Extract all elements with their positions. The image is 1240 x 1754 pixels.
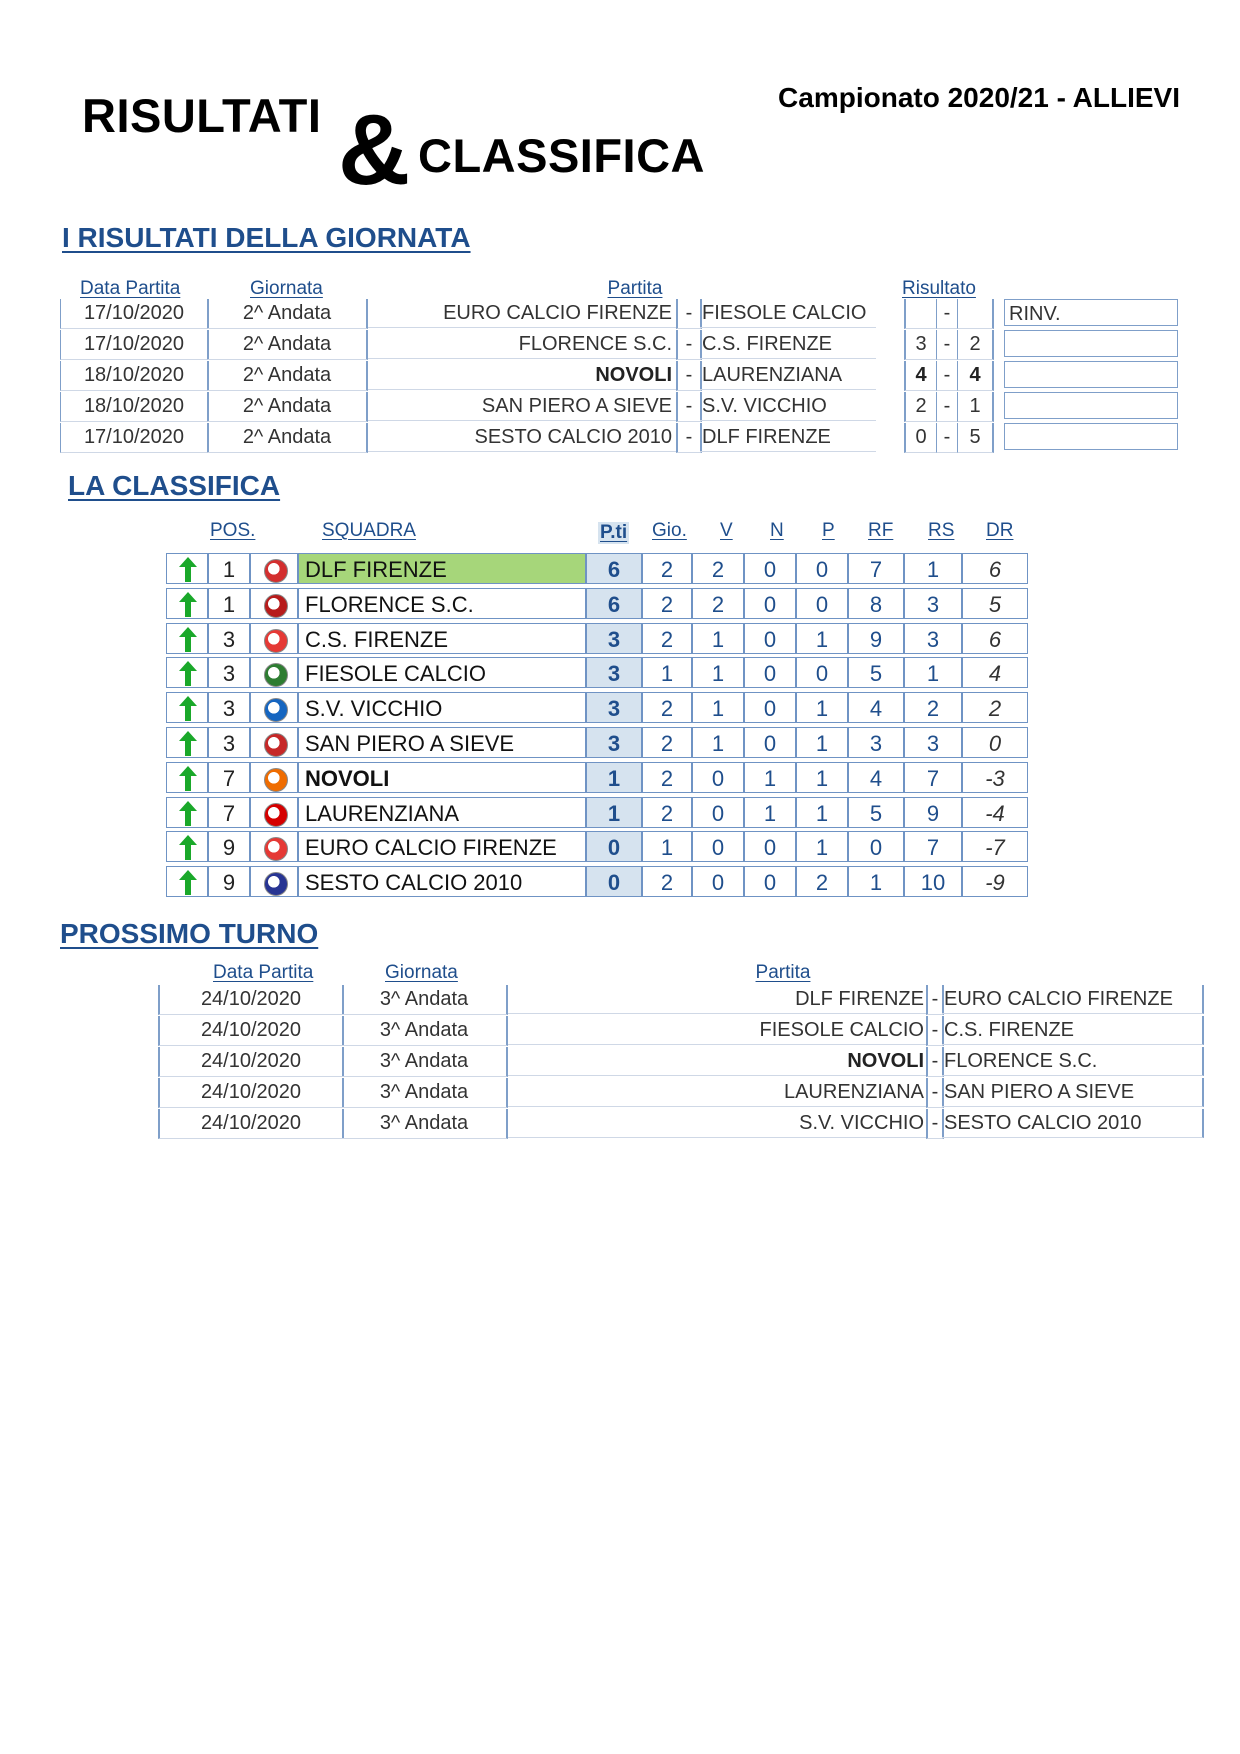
standings-team: EURO CALCIO FIRENZE bbox=[298, 831, 586, 862]
result-score-separator: - bbox=[936, 392, 958, 422]
standings-played: 2 bbox=[642, 623, 692, 654]
standings-played: 1 bbox=[642, 657, 692, 688]
team-logo-cell bbox=[250, 657, 298, 688]
results-header-score: Risultato bbox=[902, 278, 976, 299]
result-row bbox=[60, 330, 1178, 361]
standings-team: S.V. VICCHIO bbox=[298, 692, 586, 723]
green-up-arrow-icon bbox=[179, 592, 197, 617]
standings-goals-for: 4 bbox=[848, 762, 904, 793]
standings-row bbox=[166, 588, 1028, 621]
next-round-section-title: PROSSIMO TURNO bbox=[60, 918, 319, 949]
standings-goals-against: 3 bbox=[904, 727, 962, 758]
standings-team: SAN PIERO A SIEVE bbox=[298, 727, 586, 758]
standings-drawn: 0 bbox=[744, 831, 796, 862]
result-home-team: SESTO CALCIO 2010 bbox=[368, 423, 676, 452]
result-row bbox=[60, 423, 1178, 454]
next-match-date: 24/10/2020 bbox=[158, 1109, 344, 1139]
standings-goal-diff: -4 bbox=[962, 797, 1028, 828]
result-score-separator: - bbox=[936, 330, 958, 360]
next-match-home-team: FIESOLE CALCIO bbox=[508, 1016, 926, 1045]
green-up-arrow-icon bbox=[179, 557, 197, 582]
standings-points: 6 bbox=[586, 553, 642, 584]
result-note bbox=[1004, 361, 1178, 388]
standings-points: 0 bbox=[586, 831, 642, 862]
result-away-team: FIESOLE CALCIO bbox=[700, 299, 876, 328]
results-header-match: Partita bbox=[607, 278, 663, 299]
trend-cell bbox=[166, 831, 208, 862]
team-logo-icon bbox=[264, 803, 288, 827]
green-up-arrow-icon bbox=[179, 627, 197, 652]
standings-lost: 1 bbox=[796, 831, 848, 862]
standings-row bbox=[166, 657, 1028, 690]
next-match-home-team: NOVOLI bbox=[508, 1047, 926, 1076]
team-logo-icon bbox=[264, 698, 288, 722]
result-round: 2^ Andata bbox=[208, 392, 368, 422]
standings-drawn: 0 bbox=[744, 623, 796, 654]
standings-goals-against: 1 bbox=[904, 657, 962, 688]
standings-played: 2 bbox=[642, 588, 692, 619]
next-match-round: 3^ Andata bbox=[342, 1109, 508, 1139]
team-logo-icon bbox=[264, 559, 288, 583]
trend-cell bbox=[166, 727, 208, 758]
standings-won: 0 bbox=[692, 797, 744, 828]
green-up-arrow-icon bbox=[179, 661, 197, 686]
standings-team: LAURENZIANA bbox=[298, 797, 586, 828]
standings-goals-against: 1 bbox=[904, 553, 962, 584]
next-match-home-team: LAURENZIANA bbox=[508, 1078, 926, 1107]
standings-section-title: LA CLASSIFICA bbox=[68, 470, 281, 501]
standings-pos: 9 bbox=[208, 866, 250, 897]
result-row bbox=[60, 392, 1178, 423]
standings-row bbox=[166, 623, 1028, 656]
green-up-arrow-icon bbox=[179, 731, 197, 756]
trend-cell bbox=[166, 797, 208, 828]
team-logo-cell bbox=[250, 866, 298, 897]
result-note: RINV. bbox=[1004, 299, 1178, 326]
standings-row bbox=[166, 762, 1028, 795]
standings-won: 1 bbox=[692, 692, 744, 723]
standings-pos: 1 bbox=[208, 553, 250, 584]
standings-drawn: 0 bbox=[744, 866, 796, 897]
result-away-team: C.S. FIRENZE bbox=[700, 330, 876, 359]
standings-goals-against: 7 bbox=[904, 762, 962, 793]
result-row bbox=[60, 361, 1178, 392]
result-home-team: NOVOLI bbox=[368, 361, 676, 390]
team-logo-cell bbox=[250, 692, 298, 723]
team-logo-cell bbox=[250, 623, 298, 654]
standings-header-played: Gio. bbox=[652, 520, 687, 541]
next-match-date: 24/10/2020 bbox=[158, 985, 344, 1015]
trend-cell bbox=[166, 866, 208, 897]
standings-pos: 1 bbox=[208, 588, 250, 619]
standings-won: 1 bbox=[692, 623, 744, 654]
next-match-row bbox=[158, 985, 1173, 1016]
next-match-away-team: SAN PIERO A SIEVE bbox=[942, 1078, 1204, 1107]
standings-goals-for: 4 bbox=[848, 692, 904, 723]
result-home-team: EURO CALCIO FIRENZE bbox=[368, 299, 676, 328]
standings-header-gf: RF bbox=[868, 520, 894, 541]
standings-header-team: SQUADRA bbox=[322, 520, 416, 541]
result-score-separator: - bbox=[936, 299, 958, 329]
standings-lost: 1 bbox=[796, 692, 848, 723]
standings-goals-for: 1 bbox=[848, 866, 904, 897]
standings-played: 2 bbox=[642, 692, 692, 723]
next-match-away-team: FLORENCE S.C. bbox=[942, 1047, 1204, 1076]
green-up-arrow-icon bbox=[179, 696, 197, 721]
result-date: 17/10/2020 bbox=[60, 299, 209, 329]
team-logo-cell bbox=[250, 727, 298, 758]
team-logo-icon bbox=[264, 594, 288, 618]
next-match-separator: - bbox=[926, 985, 944, 1015]
next-header-round: Giornata bbox=[385, 962, 458, 983]
standings-won: 0 bbox=[692, 831, 744, 862]
result-separator: - bbox=[676, 392, 702, 422]
standings-played: 2 bbox=[642, 762, 692, 793]
result-separator: - bbox=[676, 330, 702, 360]
standings-goal-diff: 4 bbox=[962, 657, 1028, 688]
standings-goals-for: 5 bbox=[848, 797, 904, 828]
result-score-separator: - bbox=[936, 423, 958, 453]
standings-header-won: V bbox=[720, 520, 733, 541]
standings-points: 1 bbox=[586, 762, 642, 793]
standings-goals-for: 8 bbox=[848, 588, 904, 619]
next-match-away-team: SESTO CALCIO 2010 bbox=[942, 1109, 1204, 1138]
championship-label: Campionato 2020/21 - ALLIEVI bbox=[778, 82, 1180, 113]
result-home-score: 4 bbox=[904, 361, 936, 391]
standings-row bbox=[166, 553, 1028, 586]
standings-team: DLF FIRENZE bbox=[298, 553, 586, 584]
result-date: 18/10/2020 bbox=[60, 392, 209, 422]
standings-won: 0 bbox=[692, 762, 744, 793]
standings-played: 1 bbox=[642, 831, 692, 862]
trend-cell bbox=[166, 692, 208, 723]
result-round: 2^ Andata bbox=[208, 361, 368, 391]
standings-row bbox=[166, 797, 1028, 830]
result-date: 17/10/2020 bbox=[60, 330, 209, 360]
standings-played: 2 bbox=[642, 727, 692, 758]
standings-played: 2 bbox=[642, 797, 692, 828]
title-ampersand: & bbox=[338, 94, 411, 206]
standings-drawn: 0 bbox=[744, 727, 796, 758]
team-logo-cell bbox=[250, 797, 298, 828]
standings-goal-diff: -3 bbox=[962, 762, 1028, 793]
results-section-title: I RISULTATI DELLA GIORNATA bbox=[62, 222, 471, 253]
standings-row bbox=[166, 727, 1028, 760]
trend-cell bbox=[166, 588, 208, 619]
next-match-row bbox=[158, 1047, 1098, 1078]
team-logo-icon bbox=[264, 872, 288, 896]
trend-cell bbox=[166, 657, 208, 688]
standings-played: 2 bbox=[642, 553, 692, 584]
standings-pos: 3 bbox=[208, 727, 250, 758]
team-logo-cell bbox=[250, 588, 298, 619]
standings-pos: 3 bbox=[208, 623, 250, 654]
standings-goals-for: 7 bbox=[848, 553, 904, 584]
standings-pos: 3 bbox=[208, 657, 250, 688]
next-match-separator: - bbox=[926, 1016, 944, 1046]
standings-goal-diff: 2 bbox=[962, 692, 1028, 723]
result-round: 2^ Andata bbox=[208, 423, 368, 453]
standings-won: 2 bbox=[692, 588, 744, 619]
standings-pos: 7 bbox=[208, 762, 250, 793]
result-date: 18/10/2020 bbox=[60, 361, 209, 391]
result-away-team: LAURENZIANA bbox=[700, 361, 876, 390]
standings-team: SESTO CALCIO 2010 bbox=[298, 866, 586, 897]
next-match-home-team: DLF FIRENZE bbox=[508, 985, 926, 1014]
standings-drawn: 1 bbox=[744, 762, 796, 793]
result-home-score: 0 bbox=[904, 423, 936, 453]
results-header-date: Data Partita bbox=[80, 278, 181, 299]
result-home-team: FLORENCE S.C. bbox=[368, 330, 676, 359]
standings-row bbox=[166, 692, 1028, 725]
standings-goal-diff: -9 bbox=[962, 866, 1028, 897]
next-match-date: 24/10/2020 bbox=[158, 1078, 344, 1108]
result-note bbox=[1004, 392, 1178, 419]
next-match-separator: - bbox=[926, 1078, 944, 1108]
next-match-home-team: S.V. VICCHIO bbox=[508, 1109, 926, 1138]
result-date: 17/10/2020 bbox=[60, 423, 209, 453]
result-round: 2^ Andata bbox=[208, 299, 368, 329]
standings-lost: 0 bbox=[796, 553, 848, 584]
standings-header-ga: RS bbox=[928, 520, 955, 541]
next-match-separator: - bbox=[926, 1109, 944, 1139]
next-match-row bbox=[158, 1078, 1135, 1109]
next-match-separator: - bbox=[926, 1047, 944, 1077]
trend-cell bbox=[166, 762, 208, 793]
green-up-arrow-icon bbox=[179, 870, 197, 895]
standings-header-gd: DR bbox=[986, 520, 1014, 541]
standings-won: 1 bbox=[692, 657, 744, 688]
standings-header-drawn: N bbox=[770, 520, 784, 541]
standings-won: 2 bbox=[692, 553, 744, 584]
standings-won: 0 bbox=[692, 866, 744, 897]
standings-goals-against: 10 bbox=[904, 866, 962, 897]
standings-team: FLORENCE S.C. bbox=[298, 588, 586, 619]
green-up-arrow-icon bbox=[179, 835, 197, 860]
standings-team: FIESOLE CALCIO bbox=[298, 657, 586, 688]
result-note bbox=[1004, 423, 1178, 450]
team-logo-icon bbox=[264, 768, 288, 792]
standings-goals-for: 5 bbox=[848, 657, 904, 688]
result-away-score: 5 bbox=[958, 423, 994, 453]
result-separator: - bbox=[676, 423, 702, 453]
standings-lost: 1 bbox=[796, 797, 848, 828]
standings-goals-against: 3 bbox=[904, 588, 962, 619]
standings-lost: 0 bbox=[796, 588, 848, 619]
standings-points: 0 bbox=[586, 866, 642, 897]
results-header-round: Giornata bbox=[250, 278, 323, 299]
result-away-score: 2 bbox=[958, 330, 994, 360]
standings-points: 1 bbox=[586, 797, 642, 828]
standings-goals-against: 7 bbox=[904, 831, 962, 862]
next-header-date: Data Partita bbox=[213, 962, 314, 983]
standings-points: 3 bbox=[586, 623, 642, 654]
standings-drawn: 0 bbox=[744, 692, 796, 723]
standings-points: 6 bbox=[586, 588, 642, 619]
next-match-away-team: C.S. FIRENZE bbox=[942, 1016, 1204, 1045]
next-match-row bbox=[158, 1016, 1075, 1047]
standings-lost: 0 bbox=[796, 657, 848, 688]
standings-won: 1 bbox=[692, 727, 744, 758]
result-note bbox=[1004, 330, 1178, 357]
standings-pos: 7 bbox=[208, 797, 250, 828]
standings-row bbox=[166, 831, 1028, 864]
standings-row bbox=[166, 866, 1028, 899]
result-home-score: 3 bbox=[904, 330, 936, 360]
result-away-score: 1 bbox=[958, 392, 994, 422]
standings-drawn: 0 bbox=[744, 553, 796, 584]
result-home-score bbox=[904, 299, 936, 329]
standings-goals-for: 3 bbox=[848, 727, 904, 758]
result-round: 2^ Andata bbox=[208, 330, 368, 360]
result-score-separator: - bbox=[936, 361, 958, 391]
standings-goal-diff: -7 bbox=[962, 831, 1028, 862]
standings-goal-diff: 6 bbox=[962, 623, 1028, 654]
standings-lost: 1 bbox=[796, 623, 848, 654]
standings-pos: 3 bbox=[208, 692, 250, 723]
standings-goals-against: 9 bbox=[904, 797, 962, 828]
standings-drawn: 0 bbox=[744, 588, 796, 619]
standings-team: C.S. FIRENZE bbox=[298, 623, 586, 654]
team-logo-cell bbox=[250, 762, 298, 793]
next-match-round: 3^ Andata bbox=[342, 985, 508, 1015]
trend-cell bbox=[166, 623, 208, 654]
standings-lost: 1 bbox=[796, 727, 848, 758]
trend-cell bbox=[166, 553, 208, 584]
standings-goal-diff: 6 bbox=[962, 553, 1028, 584]
standings-goals-against: 2 bbox=[904, 692, 962, 723]
standings-header-pos: POS. bbox=[210, 520, 256, 541]
standings-goals-for: 0 bbox=[848, 831, 904, 862]
standings-header-lost: P bbox=[822, 520, 835, 541]
standings-played: 2 bbox=[642, 866, 692, 897]
green-up-arrow-icon bbox=[179, 766, 197, 791]
standings-goals-for: 9 bbox=[848, 623, 904, 654]
standings-points: 3 bbox=[586, 657, 642, 688]
result-separator: - bbox=[676, 361, 702, 391]
standings-pos: 9 bbox=[208, 831, 250, 862]
next-header-match: Partita bbox=[755, 962, 811, 983]
standings-goals-against: 3 bbox=[904, 623, 962, 654]
team-logo-cell bbox=[250, 553, 298, 584]
standings-lost: 1 bbox=[796, 762, 848, 793]
next-match-date: 24/10/2020 bbox=[158, 1016, 344, 1046]
title-risultati: RISULTATI bbox=[82, 89, 322, 142]
result-away-score bbox=[958, 299, 994, 329]
title-classifica: CLASSIFICA bbox=[418, 129, 705, 182]
team-logo-icon bbox=[264, 629, 288, 653]
result-row bbox=[60, 299, 1178, 330]
standings-points: 3 bbox=[586, 727, 642, 758]
result-home-team: SAN PIERO A SIEVE bbox=[368, 392, 676, 421]
standings-drawn: 0 bbox=[744, 657, 796, 688]
standings-lost: 2 bbox=[796, 866, 848, 897]
team-logo-icon bbox=[264, 837, 288, 861]
standings-goal-diff: 5 bbox=[962, 588, 1028, 619]
next-match-date: 24/10/2020 bbox=[158, 1047, 344, 1077]
result-away-team: S.V. VICCHIO bbox=[700, 392, 876, 421]
next-match-round: 3^ Andata bbox=[342, 1047, 508, 1077]
next-match-away-team: EURO CALCIO FIRENZE bbox=[942, 985, 1204, 1014]
team-logo-icon bbox=[264, 663, 288, 687]
result-separator: - bbox=[676, 299, 702, 329]
next-match-round: 3^ Andata bbox=[342, 1016, 508, 1046]
result-away-score: 4 bbox=[958, 361, 994, 391]
standings-drawn: 1 bbox=[744, 797, 796, 828]
standings-goal-diff: 0 bbox=[962, 727, 1028, 758]
next-match-round: 3^ Andata bbox=[342, 1078, 508, 1108]
standings-points: 3 bbox=[586, 692, 642, 723]
next-match-row bbox=[158, 1109, 1142, 1140]
team-logo-icon bbox=[264, 733, 288, 757]
green-up-arrow-icon bbox=[179, 801, 197, 826]
standings-header-pts: P.ti bbox=[600, 522, 628, 543]
result-away-team: DLF FIRENZE bbox=[700, 423, 876, 452]
team-logo-cell bbox=[250, 831, 298, 862]
result-home-score: 2 bbox=[904, 392, 936, 422]
standings-team: NOVOLI bbox=[298, 762, 586, 793]
